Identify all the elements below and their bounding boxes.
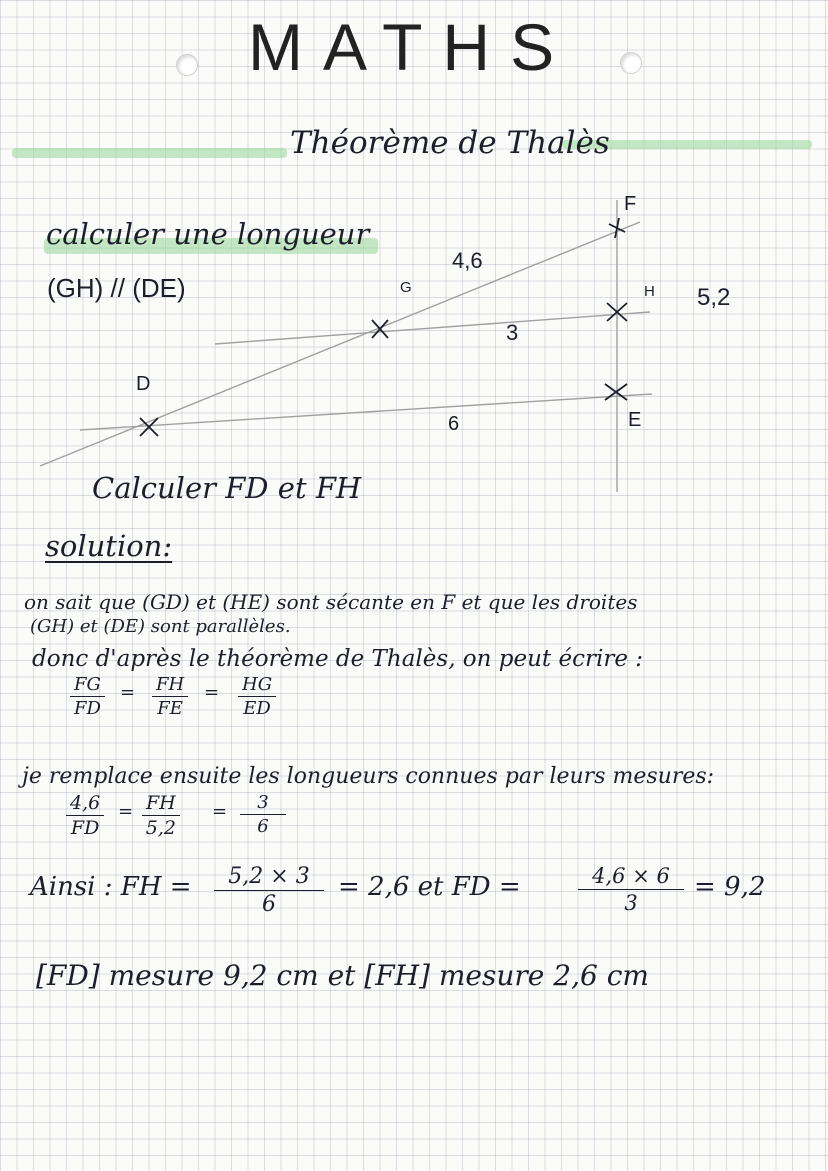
label-H: H — [644, 283, 655, 300]
calc-FH: $\frac{5,2 \times 3}{6}$ — [214, 866, 324, 916]
ainsi-label: Ainsi : FH = — [30, 872, 192, 902]
line-FD — [40, 217, 640, 466]
conclusion: [FD] mesure 9,2 cm et [FH] mesure 2,6 cm — [36, 959, 649, 992]
length-GF: 4,6 — [452, 248, 483, 273]
subst-46-FD: $\frac{4,6}{FD}$ — [66, 794, 104, 838]
solution-line-1b: (GH) et (DE) sont parallèles. — [30, 616, 291, 637]
length-GH: 3 — [506, 320, 519, 345]
result-FH: = 2,6 et FD = — [338, 872, 521, 902]
calc-FD: $\frac{4,6 \times 6}{3}$ — [578, 866, 684, 914]
result-FD: = 9,2 — [694, 872, 766, 902]
given-parallel: (GH) // (DE) — [47, 273, 186, 303]
subtitle: Théorème de Thalès — [290, 125, 610, 161]
point-D-cross — [140, 418, 158, 436]
solution-line-2: donc d'après le théorème de Thalès, on peut écrire : — [32, 646, 643, 672]
label-G: G — [400, 279, 412, 296]
point-E-cross — [605, 384, 627, 400]
solution-line-1a: on sait que (GD) et (HE) sont sécante en F et que les droites — [24, 590, 638, 614]
point-G-cross — [372, 320, 388, 338]
ratio-FH-FE: $\frac{FH}{FE}$ — [152, 676, 188, 718]
length-FE: 5,2 — [697, 284, 731, 311]
subst-FH-52: $\frac{FH}{5,2}$ — [142, 794, 180, 838]
equals-3: = — [118, 801, 134, 822]
section-heading: calculer une longueur — [46, 217, 370, 251]
solution-line-3: je remplace ensuite les longueurs connues par leurs mesures: — [22, 764, 715, 789]
subst-3-6: $\frac{3}{6}$ — [240, 794, 286, 836]
ratio-HG-ED: $\frac{HG}{ED}$ — [238, 676, 276, 718]
label-F: F — [624, 193, 637, 215]
equals-2: = — [204, 682, 220, 703]
equals-1: = — [120, 682, 136, 703]
label-D: D — [136, 373, 151, 395]
ratio-FG-FD: $\frac{FG}{FD}$ — [70, 676, 105, 718]
line-DE — [80, 394, 652, 430]
label-E: E — [628, 409, 642, 431]
task: Calculer FD et FH — [92, 471, 362, 505]
line-GH — [215, 312, 650, 344]
length-DE: 6 — [448, 413, 460, 435]
solution-heading: solution: — [45, 529, 173, 563]
page-title: MATHS — [248, 10, 575, 84]
equals-4: = — [212, 801, 228, 822]
